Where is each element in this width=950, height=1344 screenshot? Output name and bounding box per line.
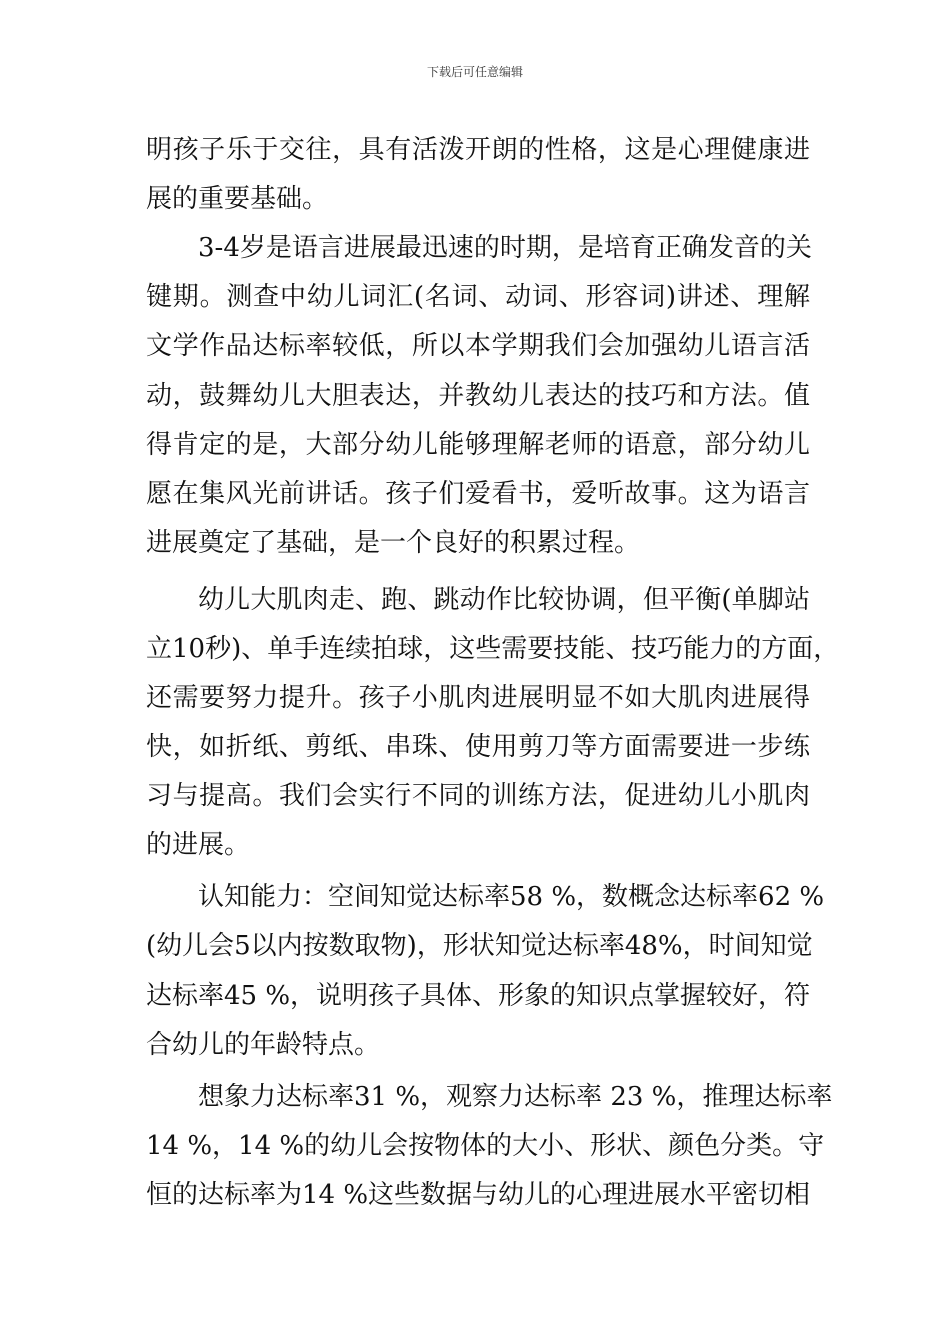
paragraph-line: 幼儿大肌肉走、跑、跳动作比较协调，但平衡(单脚站	[198, 585, 810, 615]
paragraph-line: 还需要努力提升。孩子小肌肉进展明显不如大肌肉进展得	[146, 683, 810, 713]
paragraph-line: 键期。测查中幼儿词汇(名词、动词、形容词)讲述、理解	[146, 282, 810, 312]
paragraph-line: 明孩子乐于交往，具有活泼开朗的性格，这是心理健康进	[146, 135, 810, 165]
paragraph-line: 3-4岁是语言进展最迅速的时期，是培育正确发音的关	[198, 233, 812, 263]
paragraph-line: 立10秒)、单手连续拍球，这些需要技能、技巧能力的方面，	[146, 634, 840, 664]
paragraph-line: 进展奠定了基础，是一个良好的积累过程。	[146, 528, 641, 558]
paragraph-line: 展的重要基础。	[146, 184, 329, 214]
paragraph-line: (幼儿会5以内按数取物)，形状知觉达标率48%，时间知觉	[146, 931, 813, 961]
paragraph-line: 习与提高。我们会实行不同的训练方法，促进幼儿小肌肉	[146, 781, 810, 811]
paragraph-line: 文学作品达标率较低，所以本学期我们会加强幼儿语言活	[146, 331, 810, 361]
paragraph-line: 动，鼓舞幼儿大胆表达，并教幼儿表达的技巧和方法。值	[146, 381, 810, 411]
paragraph-line: 14 %，14 %的幼儿会按物体的大小、形状、颜色分类。守	[146, 1131, 825, 1161]
paragraph-line: 快，如折纸、剪纸、串珠、使用剪刀等方面需要进一步练	[146, 732, 810, 762]
paragraph-line: 合幼儿的年龄特点。	[146, 1030, 381, 1060]
page-header: 下载后可任意编辑	[426, 65, 523, 79]
paragraph-line: 的进展。	[146, 830, 251, 860]
paragraph-line: 达标率45 %，说明孩子具体、形象的知识点掌握较好，符	[146, 981, 811, 1011]
paragraph-line: 愿在集风光前讲话。孩子们爱看书，爱听故事。这为语言	[146, 479, 810, 509]
paragraph-line: 认知能力：空间知觉达标率58 %，数概念达标率62 %	[198, 882, 825, 912]
paragraph-line: 得肯定的是，大部分幼儿能够理解老师的语意，部分幼儿	[146, 430, 810, 460]
paragraph-line: 恒的达标率为14 %这些数据与幼儿的心理进展水平密切相	[146, 1180, 811, 1210]
paragraph-line: 想象力达标率31 %，观察力达标率 23 %，推理达标率	[198, 1082, 833, 1112]
